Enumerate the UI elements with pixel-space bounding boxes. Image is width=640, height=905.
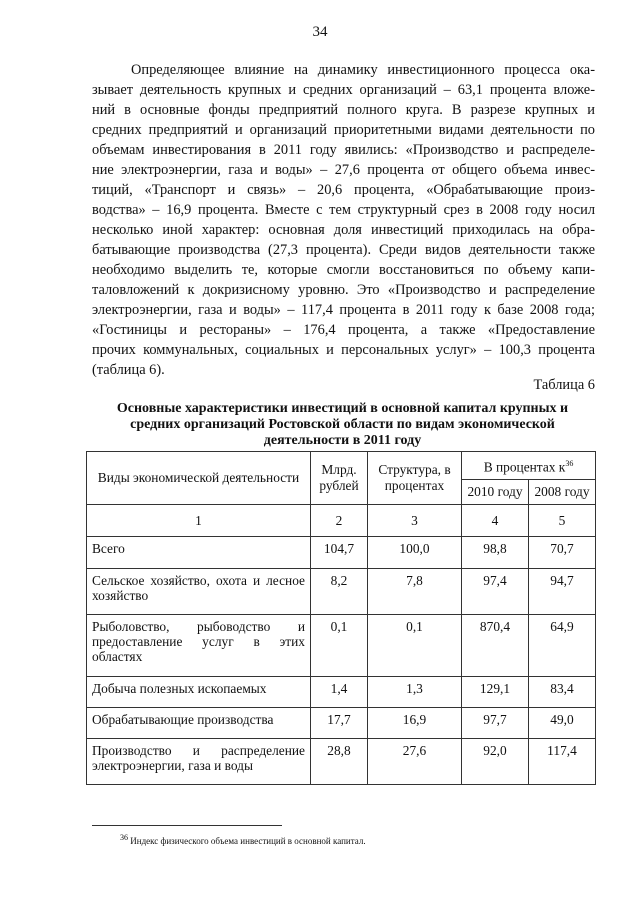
table-row [87,708,596,739]
table-label: Таблица 6 [533,377,595,393]
header-structure: Структура, в процентах [368,452,462,505]
header-activity: Виды экономической деятельности [87,452,311,505]
paragraph-line: объемам инвестирования в 2011 году явились: «Производство и распределе- [92,142,595,158]
table-row [87,615,596,677]
paragraph-line: ний в основные фонды предприятий полного круга. В разрезе крупных и [92,102,595,118]
footnote-divider [92,825,282,826]
row-percent-2008: 83,4 [529,677,596,708]
table-title [90,401,595,449]
paragraph-line: Определяющее влияние на динамику инвестиционного процесса ока- [131,62,595,78]
table-header-row [87,452,596,480]
column-number: 1 [87,505,311,537]
table-title-line: Основные характеристики инвестиций в основной капитал крупных и [116,401,569,416]
row-structure: 100,0 [368,537,462,569]
row-percent-2008: 94,7 [529,569,596,615]
row-activity: Всего [87,537,311,569]
table-row [87,569,596,615]
row-activity: Производство и распределение электроэнергии, газа и воды [87,739,311,785]
header-billion-rubles: Млрд. рублей [311,452,368,505]
paragraph-line: необходимо выделить те, которые смогли восстановиться по объему капи- [92,262,595,278]
paragraph-line: электроэнергии, газа и воды» – 117,4 процента в 2011 году к базе 2008 года; [92,302,595,318]
page-number: 34 [312,24,328,40]
row-percent-2008: 70,7 [529,537,596,569]
paragraph-line: несколько иной характер: основная доля инвестиций приходилась на обра- [92,222,595,238]
table-row [87,537,596,569]
table-row [87,739,596,785]
column-number: 5 [529,505,596,537]
paragraph-line: батывающие производства (27,3 процента). Среди видов деятельности также [92,242,595,258]
row-billion: 1,4 [311,677,368,708]
row-percent-2010: 92,0 [462,739,529,785]
paragraph-line: (таблица 6). [92,362,165,378]
header-percent-to [462,452,596,480]
row-activity: Обрабатывающие производства [87,708,311,739]
row-billion: 8,2 [311,569,368,615]
row-billion: 28,8 [311,739,368,785]
row-billion: 104,7 [311,537,368,569]
row-percent-2010: 97,4 [462,569,529,615]
row-percent-2010: 870,4 [462,615,529,677]
row-percent-2010: 97,7 [462,708,529,739]
paragraph-line: водства» – 16,9 процента. Вместе с тем структурный срез в 2008 году носил [92,202,595,218]
paragraph-line: зывает деятельность крупных и средних организаций – 63,1 процента вложе- [92,82,595,98]
column-number: 3 [368,505,462,537]
footnote-ref: 36 [565,459,574,468]
footnote [120,833,366,846]
paragraph-line: «Гостиницы и рестораны» – 176,4 процента, а также «Предоставление [92,322,595,338]
row-activity: Добыча полезных ископаемых [87,677,311,708]
paragraph-line: тиций, «Транспорт и связь» – 20,6 процента, «Обрабатывающие произ- [92,182,595,198]
row-activity: Рыболовство, рыбоводство и предоставление услуг в этих областях [87,615,311,677]
column-number: 4 [462,505,529,537]
column-number: 2 [311,505,368,537]
paragraph-line: средних предприятий и организаций приоритетными видами деятельности по [92,122,595,138]
footnote-number: 36 [120,833,128,842]
row-percent-2010: 129,1 [462,677,529,708]
investment-table [86,451,596,785]
table-row [87,677,596,708]
paragraph-line: ние электроэнергии, газа и воды» – 27,6 процента от общего объема инвес- [92,162,595,178]
row-structure: 7,8 [368,569,462,615]
paragraph-line: прочих коммунальных, социальных и персональных услуг» – 100,3 процента [92,342,595,358]
footnote-text: Индекс физического объема инвестиций в основной капитал. [130,836,366,846]
row-percent-2010: 98,8 [462,537,529,569]
row-percent-2008: 117,4 [529,739,596,785]
row-structure: 1,3 [368,677,462,708]
row-billion: 0,1 [311,615,368,677]
header-year-2010: 2010 году [462,480,529,505]
table-title-line: деятельности в 2011 году [263,433,422,448]
row-activity: Сельское хозяйство, охота и лесное хозяйство [87,569,311,615]
row-billion: 17,7 [311,708,368,739]
row-structure: 16,9 [368,708,462,739]
header-percent-to-label: В процентах к [483,459,566,475]
row-structure: 27,6 [368,739,462,785]
column-number-row [87,505,596,537]
row-percent-2008: 49,0 [529,708,596,739]
paragraph-line: таловложений к докризисному уровню. Это «Производство и распределение [92,282,595,298]
row-percent-2008: 64,9 [529,615,596,677]
header-year-2008: 2008 году [529,480,596,505]
table-title-line: средних организаций Ростовской области по видам экономической [130,417,555,432]
row-structure: 0,1 [368,615,462,677]
